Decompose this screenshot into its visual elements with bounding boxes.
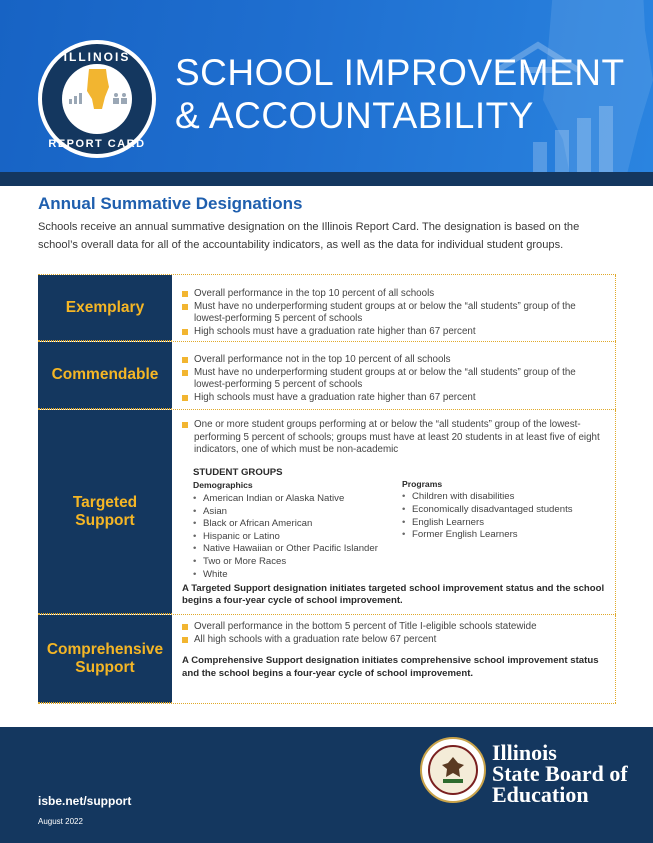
list-item: • Asian: [193, 506, 378, 519]
designation-note: A Targeted Support designation initiates targeted school improvement status and the school begins a four-year cycle of school improvement.: [182, 582, 605, 607]
list-item: • Former English Learners: [402, 529, 573, 542]
header-strip: [0, 172, 653, 186]
criteria-item: Overall performance not in the top 10 percent of all schools: [182, 354, 605, 367]
eagle-icon: [440, 755, 466, 785]
org-line-1: Illinois: [492, 740, 557, 765]
page-title: [175, 51, 625, 137]
org-line-2: State Board of: [492, 761, 628, 786]
designation-criteria: [172, 410, 616, 614]
criteria-item: High schools must have a graduation rate higher than 67 percent: [182, 326, 605, 339]
criteria-item: All high schools with a graduation rate below 67 percent: [182, 634, 605, 647]
designation-row: [38, 342, 616, 410]
list-item: • Economically disadvantaged students: [402, 504, 573, 517]
student-groups-heading: STUDENT GROUPS: [193, 466, 283, 478]
org-line-3: Education: [492, 782, 589, 807]
demographics-column: [193, 467, 378, 581]
list-item: • Children with disabilities: [402, 491, 573, 504]
designation-criteria: [172, 275, 616, 341]
designation-label: Exemplary: [38, 275, 172, 341]
support-link[interactable]: isbe.net/support: [38, 794, 132, 808]
designation-note: A Comprehensive Support designation initiates comprehensive school improvement status and the school begins a four-year cycle of school improvement.: [182, 655, 599, 679]
designation-row: [38, 274, 616, 342]
isbe-logo-text: [492, 742, 628, 805]
list-item: • English Learners: [402, 517, 573, 530]
illinois-state-icon: [86, 69, 110, 109]
programs-column: [402, 478, 573, 542]
demographics-heading: Demographics: [193, 480, 253, 491]
badge-top-text: ILLINOIS: [63, 50, 131, 64]
criteria-item: Overall performance in the bottom 5 percent of Title I-eligible schools statewide: [182, 621, 605, 634]
title-line-1: SCHOOL IMPROVEMENT: [175, 52, 625, 93]
intro-paragraph: Schools receive an annual summative designation on the Illinois Report Card. The designation is based on the school’s overall data for all of the accountability indicators, as well as the data for individual student groups.: [38, 221, 580, 251]
criteria-item: Must have no underperforming student groups at or below the “all students” group of the lowest-performing 5 percent of schools: [182, 367, 605, 392]
list-item: • White: [193, 569, 378, 582]
designation-criteria: [172, 615, 616, 703]
list-item: • Two or More Races: [193, 556, 378, 569]
criteria-item: One or more student groups performing at or below the “all students” group of the lowest-performing 5 percent of schools; groups must have at least 20 students in at least five of eight indicators, one of which must be non-academic: [182, 419, 605, 457]
list-item: • Native Hawaiian or Other Pacific Islander: [193, 543, 378, 556]
list-item: • Black or African American: [193, 518, 378, 531]
list-item: • Hispanic or Latino: [193, 531, 378, 544]
badge-bottom-text: REPORT CARD: [48, 138, 146, 150]
designations-table: [38, 274, 616, 704]
designation-row: [38, 615, 616, 704]
designation-criteria: [172, 342, 616, 409]
state-seal-icon: [420, 737, 486, 803]
designation-label: [38, 615, 172, 703]
student-groups: [182, 467, 605, 579]
page-footer: [0, 727, 653, 843]
designation-label: [38, 410, 172, 614]
people-icon: [112, 92, 128, 104]
criteria-item: Must have no underperforming student groups at or below the “all students” group of the lowest-performing 5 percent of schools: [182, 301, 605, 326]
report-card-badge: [38, 40, 156, 158]
designation-label: Commendable: [38, 342, 172, 409]
criteria-item: High schools must have a graduation rate higher than 67 percent: [182, 392, 605, 405]
list-item: • American Indian or Alaska Native: [193, 493, 378, 506]
designation-label-line-2: Support: [75, 511, 135, 529]
chart-icon: [68, 92, 84, 104]
section-title: Annual Summative Designations: [38, 194, 303, 213]
publication-date: August 2022: [38, 817, 83, 826]
designation-label-line-2: Support: [75, 658, 135, 676]
criteria-item: Overall performance in the top 10 percent of all schools: [182, 288, 605, 301]
title-line-2: & ACCOUNTABILITY: [175, 95, 534, 136]
designation-row: [38, 410, 616, 615]
programs-heading: Programs: [402, 478, 443, 489]
page-header: [0, 0, 653, 172]
designation-label-line-1: Targeted: [72, 493, 138, 511]
designation-label-line-1: Comprehensive: [46, 640, 164, 658]
